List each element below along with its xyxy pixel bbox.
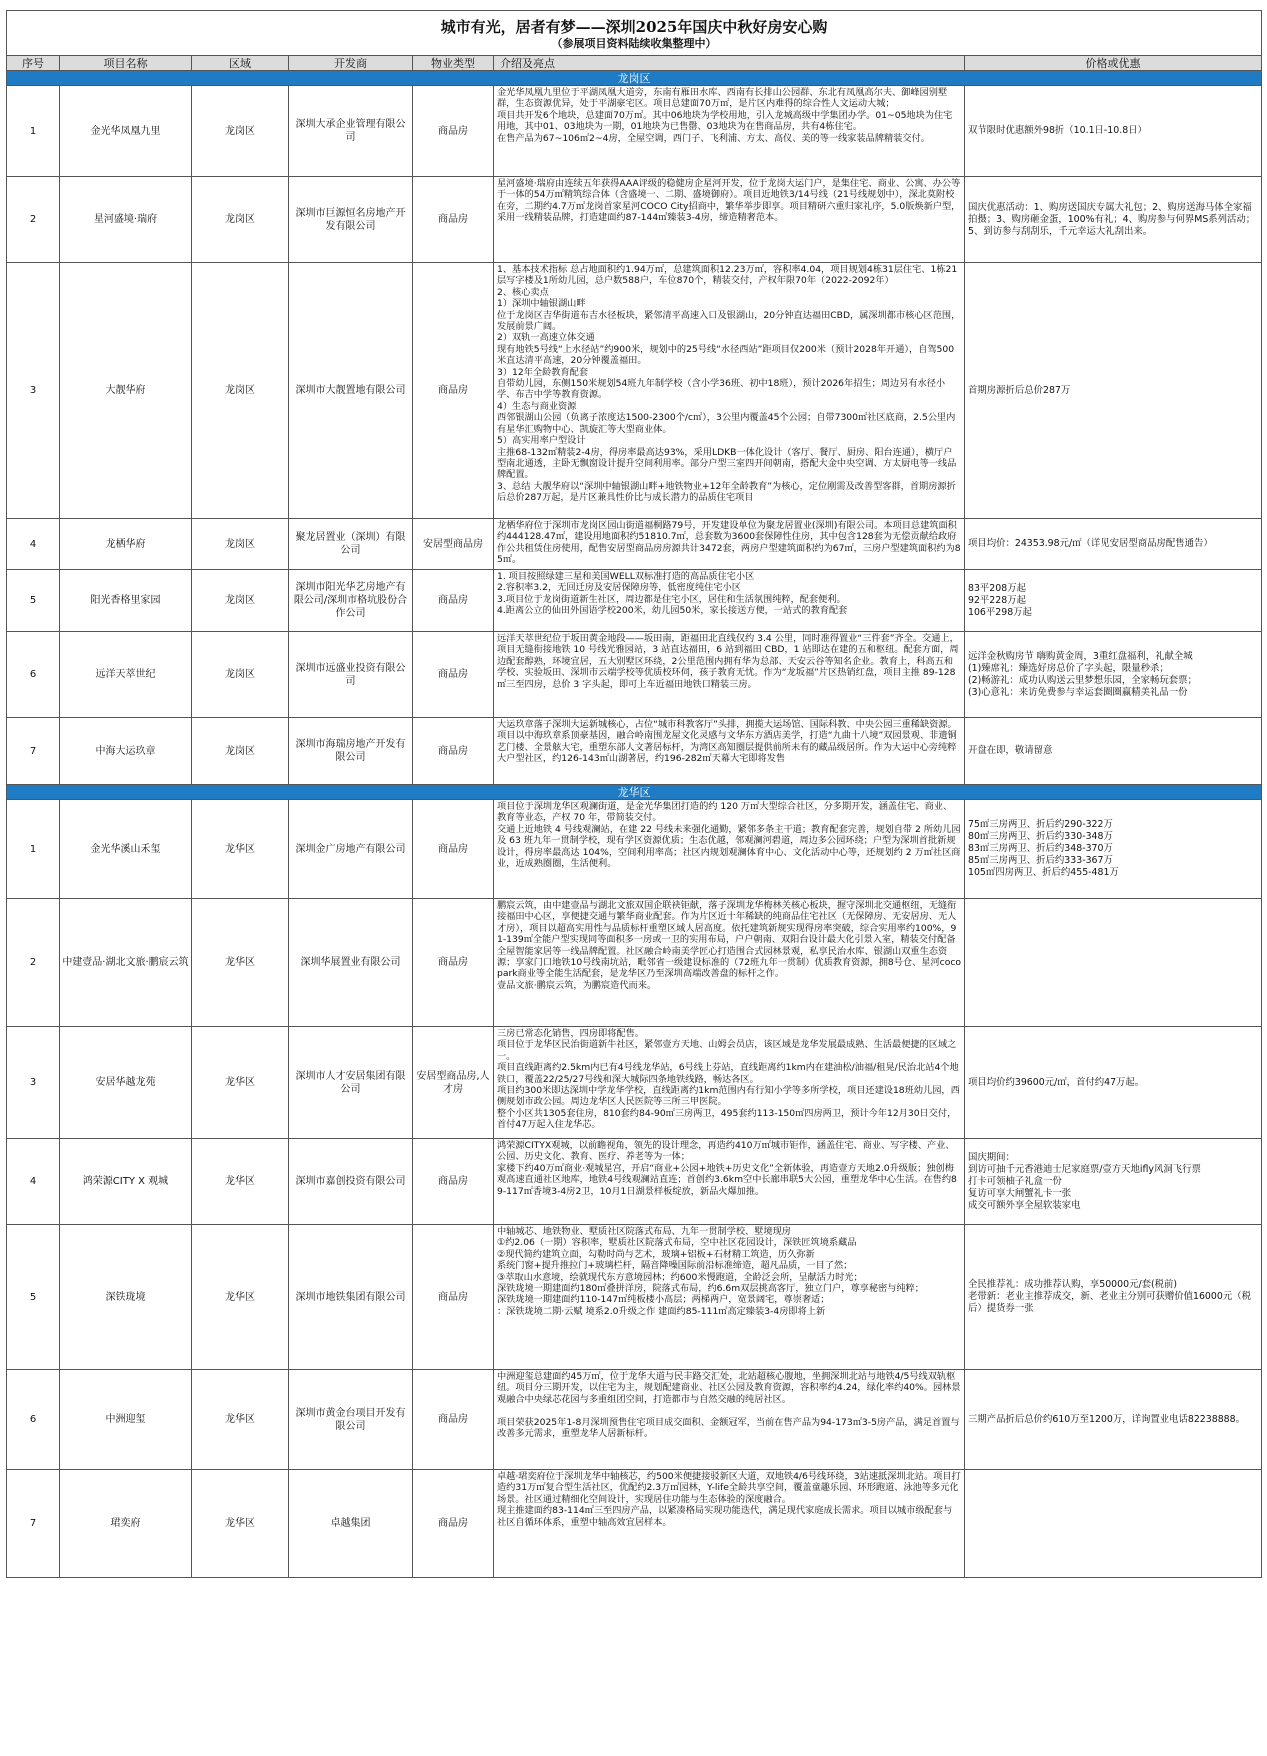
intro-paragraph: 项目约300米即达深圳中学龙华学校，直线距离约1km范围内有行知小学等多所学校，项目还建设18班幼儿园，西侧规划市政公园。周边龙华区人民医院等三所三甲医院。 — [497, 1085, 960, 1108]
row-developer: 深圳金广房地产有限公司 — [289, 800, 413, 899]
table-row — [7, 1139, 1262, 1225]
table-row — [7, 899, 1262, 1027]
intro-paragraph: 在售产品为67~106㎡2~4房，全屋空调，西门子、飞利浦、方太、高仪、美的等一线家装品牌精装交付。 — [497, 132, 930, 144]
row-district: 龙岗区 — [192, 570, 289, 632]
row-type: 商品房 — [413, 718, 494, 785]
price-line: 105㎡四房两卫、折后约455-481万 — [968, 867, 1119, 878]
project-name: 鸿荣源CITY X 观城 — [60, 1139, 192, 1225]
project-name: 大靓华府 — [60, 263, 192, 519]
price-line: 83平208万起 — [968, 582, 1026, 594]
price-line: 80㎡三房两卫、折后约330-348万 — [968, 831, 1113, 842]
intro-paragraph: ③萃取山水意境，绘就现代东方意境园林；约600米慢跑道，全龄泛会所，呈献活力时光； — [497, 1271, 863, 1283]
row-intro — [494, 570, 965, 632]
row-developer: 聚龙居置业（深圳）有限公司 — [289, 519, 413, 570]
table-row — [7, 86, 1262, 177]
row-type: 商品房 — [413, 1370, 494, 1470]
intro-paragraph: ：深铁珑境二期·云赋 境系2.0升级之作 建面约85-111㎡高定臻装3-4房即将上新 — [497, 1305, 826, 1317]
table-row — [7, 177, 1262, 263]
intro-paragraph: 家楼下约40万㎡商业·观城星宫，开启“商业+公园+地铁+历史文化”全新体验，再造壹方天地2.0升级版；独创梅观高速直通社区地库，地铁4号线观澜站直连；首创约3.6km空中长廊串联5大公园，重塑龙华中心生活。在售约89-117㎡香境3-4房2卫，10月1日湖景样板绽放，新品火爆加推。 — [497, 1162, 957, 1197]
intro-paragraph: 项目共开发6个地块，总建面70万㎡。其中06地块为学校用地，引入龙城高级中学集团办学。01~05地块为住宅用地，其中01、03地块为一期，01地块为已售罄、03地块为在售商品房，共有4栋住宅。 — [497, 109, 953, 133]
intro-paragraph: 4.距离公立的仙田外国语学校200米，幼儿园50米，家长接送方便，一站式的教育配套 — [497, 605, 848, 617]
price-line: 打卡可领柚子礼盒一份 — [968, 1175, 1062, 1187]
row-price — [965, 1225, 1262, 1370]
row-developer: 深圳市大靓置地有限公司 — [289, 263, 413, 519]
intro-paragraph: 项目荣获2025年1-8月深圳预售住宅项目成交面积、金额冠军，当前在售产品为94-173㎡3-5房产品，满足首置与改善多元需求，重塑龙华人居新标杆。 — [497, 1416, 960, 1440]
intro-paragraph: 3）12年全龄教育配套 — [497, 366, 589, 378]
intro-paragraph: 三房已常态化销售，四房即将配售。 — [497, 1028, 644, 1039]
price-line: (1)臻席礼：臻选好房总价了字头起，限量秒杀； — [968, 662, 1169, 674]
row-intro — [494, 1225, 965, 1370]
intro-paragraph: 位于龙岗区吉华街道布吉水径板块，紧邻清平高速入口及银湖山，20分钟直达福田CBD，属深圳都市核心区范围，发展前景广阔。 — [497, 309, 961, 333]
row-intro — [494, 263, 965, 519]
price-line: 老带新：老业主推荐成交，新、老业主分别可获赠价值16000元（税后）提货券一张 — [968, 1291, 1251, 1314]
title-row — [7, 11, 1262, 56]
row-developer: 深圳华展置业有限公司 — [289, 899, 413, 1027]
price-line: 远洋金秋购房节 嗨购黄金周，3重红盘福利，礼献全城 — [968, 650, 1193, 662]
table-row — [7, 1027, 1262, 1139]
project-name: 星河盛境·瑞府 — [60, 177, 192, 263]
row-intro — [494, 177, 965, 263]
row-price — [965, 86, 1262, 177]
row-intro — [494, 86, 965, 177]
table-row — [7, 519, 1262, 570]
row-price — [965, 1027, 1262, 1139]
intro-paragraph: 大运玖章落子深圳大运新城核心，占位“城市科教客厅”头排，拥揽大运场馆、国际科教、中央公园三重稀缺资源。项目以中海玖章系顶豪基因，融合岭南围龙屋文化灵感与文华东方酒店美学，打造“九曲十八境”双园景观、非遗铜艺门楼、全景舷大宅，重塑东部人文著居标杆，为湾区高知圈层提供前所未有的藏品级居所。作为大运中心旁纯粹大户型社区，约126-143㎡山湖著居，约196-282㎡天幕大宅即将发售 — [497, 719, 957, 765]
row-price — [965, 177, 1262, 263]
row-district: 龙华区 — [192, 800, 289, 899]
row-seq: 3 — [7, 1027, 60, 1139]
intro-paragraph: 3、总结 大靓华府以“深圳中轴银湖山畔+地铁物业+12年全龄教育”为核心，定位刚需及改善型客群，首期房源折后总价287万起，是片区兼具性价比与成长潜力的品质住宅项目 — [497, 480, 956, 504]
row-seq: 6 — [7, 632, 60, 718]
table-row — [7, 1225, 1262, 1370]
price-line: 全民推荐礼：成功推荐认购，享50000元/套(税前) — [968, 1279, 1178, 1290]
intro-paragraph: 卓越·珺奕府位于深圳龙华中轴核芯，约500米便捷接驳新区大道，双地铁4/6号线环绕，3站速抵深圳北站。项目打造约31万㎡复合型生活社区，优配约2.3万㎡园林，Y-life全龄共享空间，覆盖童趣乐园、环形跑道、泳池等多元化场景。社区通过精细化空间设计，实现居住功能与生态体验的深度融合。 — [497, 1471, 961, 1505]
price-line: (3)心意礼：来访免费参与幸运套圈圈赢精美礼品一份 — [968, 686, 1188, 698]
intro-paragraph: 3.项目位于龙岗街道新生社区，周边都是住宅小区，居住和生活氛围纯粹，配套便利。 — [497, 593, 846, 605]
row-seq: 3 — [7, 263, 60, 519]
intro-paragraph: 现有地铁5号线“上水径站”约900米，规划中的25号线“水径西站”距项目仅200米（预计2028年开通），自驾500米直达清平高速，20分钟覆盖福田。 — [497, 343, 955, 367]
row-developer: 深圳市海瑞房地产开发有限公司 — [289, 718, 413, 785]
intro-paragraph: 整个小区共1305套住房，810套约84-90㎡三房两卫，495套约113-150㎡四房两卫，预计今年12月30日交付，首付47万起入住龙华芯。 — [497, 1107, 957, 1131]
project-name: 远洋天萃世纪 — [60, 632, 192, 718]
intro-paragraph: 深铁珑境一期建面约180㎡叠拼洋房，院落式布局，约6.6m双层挑高客厅，独立门户，尊享秘密与纯粹； — [497, 1283, 924, 1295]
intro-paragraph: 主推68-132㎡精装2-4房，得房率最高达93%，采用LDKB一体化设计（客厅、餐厅、厨房、阳台连通），横厅户型南北通透，主卧无飘窗设计提升空间利用率。部分户型三室四开间朝南，搭配大金中央空调、方太厨电等一线品牌配置。 — [497, 446, 957, 481]
row-developer: 深圳市阳光华艺房地产有限公司/深圳市格坑股份合作公司 — [289, 570, 413, 632]
row-seq: 2 — [7, 899, 60, 1027]
row-type: 安居型商品房,人才房 — [413, 1027, 494, 1139]
price-line: 83㎡三房两卫、折后约348-370万 — [968, 843, 1113, 854]
price-line: 国庆期间： — [968, 1151, 1015, 1163]
row-district: 龙岗区 — [192, 263, 289, 519]
row-developer: 深圳市地铁集团有限公司 — [289, 1225, 413, 1370]
intro-paragraph — [497, 1405, 961, 1416]
document-sheet — [6, 10, 1261, 1578]
row-intro — [494, 1470, 965, 1578]
intro-paragraph: 交通上近地铁 4 号线观澜站，在建 22 号线未来强化通勤，紧邻多条主干道；教育配套完善，规划自带 2 所幼儿园及 63 班九年一贯制学校，现有学区资源优质；生态优越，邻观澜河碧道，周边多公园环绕；户型为深圳首批新规设计，得房率最高达 104%，空间利用率高；社区内规划观澜体育中心、文化活动中心等，还规划约 2 万㎡社区商业，近成熟圈圈，生活便利。 — [497, 823, 961, 870]
project-name: 中洲迎玺 — [60, 1370, 192, 1470]
table-row — [7, 263, 1262, 519]
price-line: 复访可享大闸蟹礼卡一张 — [968, 1187, 1072, 1199]
row-intro — [494, 1370, 965, 1470]
intro-paragraph: 中轴城芯、地铁物业、墅质社区院落式布局、九年一贯制学校、墅境现房 — [497, 1226, 791, 1237]
intro-paragraph: 系统门窗+提升推拉门+玻璃栏杆，隔音降噪国际前沿标准缔造，超凡品质，一目了然； — [497, 1260, 853, 1272]
row-price — [965, 899, 1262, 1027]
row-district: 龙岗区 — [192, 86, 289, 177]
row-price — [965, 718, 1262, 785]
row-price — [965, 632, 1262, 718]
row-seq: 1 — [7, 86, 60, 177]
row-district: 龙华区 — [192, 1370, 289, 1470]
price-line: 92平228万起 — [968, 594, 1026, 606]
row-seq: 6 — [7, 1370, 60, 1470]
intro-paragraph: 壹品文旅·鹏宸云筑，为鹏宸造代而来。 — [497, 979, 657, 991]
row-type: 安居型商品房 — [413, 519, 494, 570]
row-developer: 深圳市黄金台项目开发有限公司 — [289, 1370, 413, 1470]
price-line: 85㎡三房两卫、折后约333-367万 — [968, 855, 1113, 866]
price-line: 三期产品折后总价约610万至1200万，详询置业电话82238888。 — [968, 1413, 1245, 1425]
row-type: 商品房 — [413, 899, 494, 1027]
intro-paragraph: 星河盛境·瑞府由连续五年获得AAA评级的稳健房企星河开发，位于龙岗大运门户，是集住宅、商业、公寓、办公等于一体的54万㎡精筑综合体（含盛境一、二期、盛境御府）。项目近地铁3/14号线（21号线规划中），深北莫附校在旁，二期约4.7万㎡龙岗首家星河COCO City招商中，繁华举步即享。项目精研六重归家礼序，5.0版焕新户型，采用一线精装品牌，打造建面约87-144㎡臻装3-4房，缔造精奢范本。 — [497, 178, 961, 224]
row-district: 龙华区 — [192, 1027, 289, 1139]
header-intro: 介绍及亮点 — [494, 56, 965, 71]
row-intro — [494, 519, 965, 570]
intro-paragraph: 深铁珑境一期建面约110-147㎡纯板楼小高层；两梯两户，宽景阔宅，尊崇奢适； — [497, 1294, 830, 1306]
row-district: 龙岗区 — [192, 177, 289, 263]
price-line: 首期房源折后总价287万 — [968, 384, 1071, 396]
row-price — [965, 519, 1262, 570]
page-title: 城市有光，居者有梦——深圳2025年国庆中秋好房安心购 — [440, 18, 828, 36]
region-row — [7, 71, 1262, 86]
row-type: 商品房 — [413, 1225, 494, 1370]
row-seq: 5 — [7, 1225, 60, 1370]
intro-paragraph: 龙栖华府位于深圳市龙岗区园山街道福桐路79号，开发建设单位为聚龙居置业(深圳)有限公司。本项目总建筑面积约444128.47㎡，建设用地面积约51810.7㎡，总套数为3600套保障性住房，其中包含128套为无偿贡献给政府作公共租赁住房使用，配售安居型商品房房源共计3472套，两房户型建筑面积约为67㎡，三房户型建筑面积约为85㎡。 — [497, 520, 961, 566]
row-seq: 7 — [7, 718, 60, 785]
row-district: 龙华区 — [192, 1139, 289, 1225]
row-developer: 深圳市嘉创投资有限公司 — [289, 1139, 413, 1225]
header-developer: 开发商 — [289, 56, 413, 71]
header-name: 项目名称 — [60, 56, 192, 71]
row-seq: 2 — [7, 177, 60, 263]
intro-paragraph: 中洲迎玺总建面约45万㎡，位于龙华大道与民丰路交汇处，北站超核心腹地，坐拥深圳北站与地铁4/5号线双轨枢纽。项目分三期开发，以住宅为主，规划配建商业、社区公园及教育资源，容积率约4.24，绿化率约40%。园林景观融合中央绿芯花园与多重组团空间，打造都市与自然交融的纯居社区。 — [497, 1371, 961, 1405]
page-subtitle: （参展项目资料陆续收集整理中） — [551, 37, 717, 50]
table-row — [7, 718, 1262, 785]
intro-paragraph: 2、核心卖点 — [497, 286, 549, 298]
intro-paragraph: 项目位于深圳龙华区观澜街道，是金光华集团打造的约 120 万㎡大型综合社区，分多期开发，涵盖住宅、商业、教育等业态，产权 70 年，带简装交付。 — [497, 801, 953, 824]
row-price — [965, 800, 1262, 899]
intro-paragraph: 金光华凤凰九里位于平湖凤凰大道旁，东南有雁田水库、西南有长排山公园群、东北有凤凰高尔夫、御峰园别墅群，生态资源优异，处于平湖豪宅区。项目总建面70万㎡，是片区内难得的综合性人文运动大城； — [497, 87, 948, 110]
row-district: 龙岗区 — [192, 519, 289, 570]
price-line: 项目均价：24353.98元/㎡（详见安居型商品房配售通告） — [968, 538, 1213, 549]
price-line: 双节限时优惠额外98折（10.1日-10.8日） — [968, 125, 1147, 136]
row-type: 商品房 — [413, 1139, 494, 1225]
table-row — [7, 570, 1262, 632]
intro-paragraph: 2）双轨一高速立体交通 — [497, 332, 595, 344]
project-name: 安居华越龙苑 — [60, 1027, 192, 1139]
row-district: 龙岗区 — [192, 718, 289, 785]
project-name: 中海大运玖章 — [60, 718, 192, 785]
price-line: 开盘在即，敬请留意 — [968, 745, 1053, 756]
intro-paragraph: 自带幼儿园，东侧150米规划54班九年制学校（含小学36班、初中18班），预计2026年招生；周边另有水径小学、布吉中学等教育资源。 — [497, 378, 946, 401]
header-row — [7, 56, 1262, 71]
row-intro — [494, 899, 965, 1027]
region-label: 龙华区 — [7, 785, 1262, 800]
row-seq: 4 — [7, 519, 60, 570]
price-line: 项目均价约39600元/㎡，首付约47万起。 — [968, 1076, 1145, 1088]
price-line: (2)畅游礼：成功认购送云里梦想乐园，全家畅玩套票； — [968, 674, 1197, 686]
row-seq: 7 — [7, 1470, 60, 1578]
table-row — [7, 800, 1262, 899]
row-type: 商品房 — [413, 570, 494, 632]
row-intro — [494, 1139, 965, 1225]
project-name: 深铁珑境 — [60, 1225, 192, 1370]
header-seq: 序号 — [7, 56, 60, 71]
row-intro — [494, 632, 965, 718]
price-line: 成交可额外享全屋软装家电 — [968, 1199, 1081, 1211]
row-developer: 卓越集团 — [289, 1470, 413, 1578]
row-type: 商品房 — [413, 800, 494, 899]
price-line: 106平298万起 — [968, 606, 1032, 618]
row-type: 商品房 — [413, 632, 494, 718]
row-price — [965, 1470, 1262, 1578]
row-price — [965, 1139, 1262, 1225]
project-name: 阳光香格里家园 — [60, 570, 192, 632]
intro-paragraph: 1. 项目按照绿建三星和美国WELL双标准打造的高品质住宅小区 — [497, 571, 755, 582]
row-seq: 1 — [7, 800, 60, 899]
row-district: 龙华区 — [192, 1225, 289, 1370]
header-price: 价格或优惠 — [965, 56, 1262, 71]
row-intro — [494, 1027, 965, 1139]
price-line: 75㎡三房两卫、折后约290-322万 — [968, 819, 1113, 830]
intro-paragraph: ②现代简约建筑立面，勾勒时尚与艺术，玻璃+铝板+石材精工筑造，历久弥新 — [497, 1248, 815, 1260]
intro-paragraph: ①约2.06（一期）容积率，墅质社区院落式布局，空中社区花园设计，深铁匠筑境系藏品 — [497, 1237, 857, 1249]
intro-paragraph: 鹏宸云筑，由中建壹品与湖北文旅双国企联袂钜献，落子深圳龙华梅林关核心板块，握守深圳北交通枢纽，无缝衔接福田中心区，享便捷交通与繁华商业配套。作为片区近十年稀缺的纯商品住宅社区（无保障房、无安居房、无人才房），项目以超高实用性与品质标杆重塑区域人居高度。依托建筑新规实现得房率突破，综合实用率约100%，91-139㎡全能户型实现同等面积多一房或一卫的实用布局，户户朝南、双阳台设计最大化引景入室，精装交付配备全屋智能家居等一线品牌配置。社区融合岭南美学匠心打造围合式园林景观，私享民治水库、银湖山双重生态资源；享家门口地铁10号线南坑站，毗邻省一级建设标准的（72班九年一贯制）优质教育资源，拥8号仓、星河coco park商业等全能生活配套，是龙华区乃至深圳高端改善盘的标杆之作。 — [497, 900, 962, 980]
region-row — [7, 785, 1262, 800]
row-price — [965, 263, 1262, 519]
project-name: 中建壹品·湖北文旅·鹏宸云筑 — [60, 899, 192, 1027]
header-type: 物业类型 — [413, 56, 494, 71]
project-name: 金光华凤凰九里 — [60, 86, 192, 177]
region-label: 龙岗区 — [7, 71, 1262, 86]
row-seq: 5 — [7, 570, 60, 632]
row-price — [965, 1370, 1262, 1470]
project-name: 龙栖华府 — [60, 519, 192, 570]
row-developer: 深圳市巨源恒名房地产开发有限公司 — [289, 177, 413, 263]
intro-paragraph: 鸿荣源CITYX观城，以前瞻视角，领先的设计理念，再造约410万㎡城市钜作，涵盖住宅、商业、写字楼、产业、公园、历史文化、教育、医疗、养老等为一体； — [497, 1140, 955, 1163]
row-developer: 深圳市远盛业投资有限公司 — [289, 632, 413, 718]
row-intro — [494, 718, 965, 785]
project-name: 金光华溪山禾玺 — [60, 800, 192, 899]
table-row — [7, 1470, 1262, 1578]
row-type: 商品房 — [413, 86, 494, 177]
row-district: 龙华区 — [192, 899, 289, 1027]
price-line: 到访可抽千元香港迪士尼家庭票/壹方天地ifly风洞飞行票 — [968, 1163, 1201, 1175]
intro-paragraph: 5）高实用率户型设计 — [497, 435, 586, 447]
intro-paragraph: 1、基本技术指标 总占地面积约1.94万㎡，总建筑面积12.23万㎡，容积率4.04，项目规划4栋31层住宅、1栋21层写字楼及1所幼儿园，总户数588户，车位870个，精装交付，产权年限70年（2022-2092年） — [497, 264, 958, 287]
intro-paragraph: 项目直线距离约2.5km内已有4号线龙华站，6号线上芬站，直线距离约1km内在建油松/油福/租晃/民治北站4个地铁口，覆盖22/25/27号线和深大城际四条地铁线路，畅达各区。 — [497, 1062, 959, 1085]
price-line: 国庆优惠活动：1、购房送国庆专属大礼包；2、购房送海马体全家福拍摄；3、购房砸金蛋，100%有礼；4、购房参与何界MS系列活动；5、到访参与刮刮乐，千元幸运大礼刮出来。 — [968, 201, 1256, 237]
row-type: 商品房 — [413, 1470, 494, 1578]
row-intro — [494, 800, 965, 899]
intro-paragraph: 项目位于龙华区民治街道新牛社区，紧邻壹方天地、山姆会员店，该区域是龙华发展最成熟、生活最便捷的区域之一。 — [497, 1039, 957, 1062]
row-type: 商品房 — [413, 177, 494, 263]
row-type: 商品房 — [413, 263, 494, 519]
row-developer: 深圳市人才安居集团有限公司 — [289, 1027, 413, 1139]
table-row — [7, 632, 1262, 718]
intro-paragraph: 远洋天萃世纪位于坂田黄金地段——坂田南，距福田北直线仅约 3.4 公里，同时准得置业“三件套”齐全。交通上，项目无缝衔接地铁 10 号线光雅园站，3 站直达福田，6 站到福田 CBD，1 站即达在建的五和枢纽。配套方面，周边配套醇熟，环境宜居，五大别墅区环绕，2公里范围内拥有华为总部、天安云谷等知名企业。教育上，科高五和学校、实验坂田、深圳市云端学校等优质校环伺，孩子教育无忧。作为“龙坂福”片区热销红盘，项目主推 89-128㎡三至四房，总价 3 字头起，即可上车近福田地铁口精装三房。 — [497, 633, 959, 690]
intro-paragraph: 1）深圳中轴银湖山畔 — [497, 298, 586, 310]
row-price — [965, 570, 1262, 632]
intro-paragraph: 现主推建面约83-114㎡三至四房产品，以紧凑格局实现功能迭代，满足现代家庭成长需求。项目以城市级配套与社区自循环体系，重塑中轴高效宜居样本。 — [497, 1505, 953, 1528]
header-district: 区域 — [192, 56, 289, 71]
project-name: 珺奕府 — [60, 1470, 192, 1578]
row-seq: 4 — [7, 1139, 60, 1225]
row-district: 龙华区 — [192, 1470, 289, 1578]
project-table — [6, 10, 1262, 1578]
intro-paragraph: 2.容积率3.2，无回迁房及安居保障房等，低密度纯住宅小区 — [497, 582, 741, 594]
row-district: 龙岗区 — [192, 632, 289, 718]
row-developer: 深圳大承企业管理有限公司 — [289, 86, 413, 177]
intro-paragraph: 西邻银湖山公园（负离子浓度达1500-2300个/c㎡），3公里内覆盖45个公园；自带7300㎡社区底商，2.5公里内有星华汇购物中心、凯旋汇等大型商业体。 — [497, 412, 956, 435]
intro-paragraph: 4）生态与商业资源 — [497, 400, 577, 412]
table-row — [7, 1370, 1262, 1470]
